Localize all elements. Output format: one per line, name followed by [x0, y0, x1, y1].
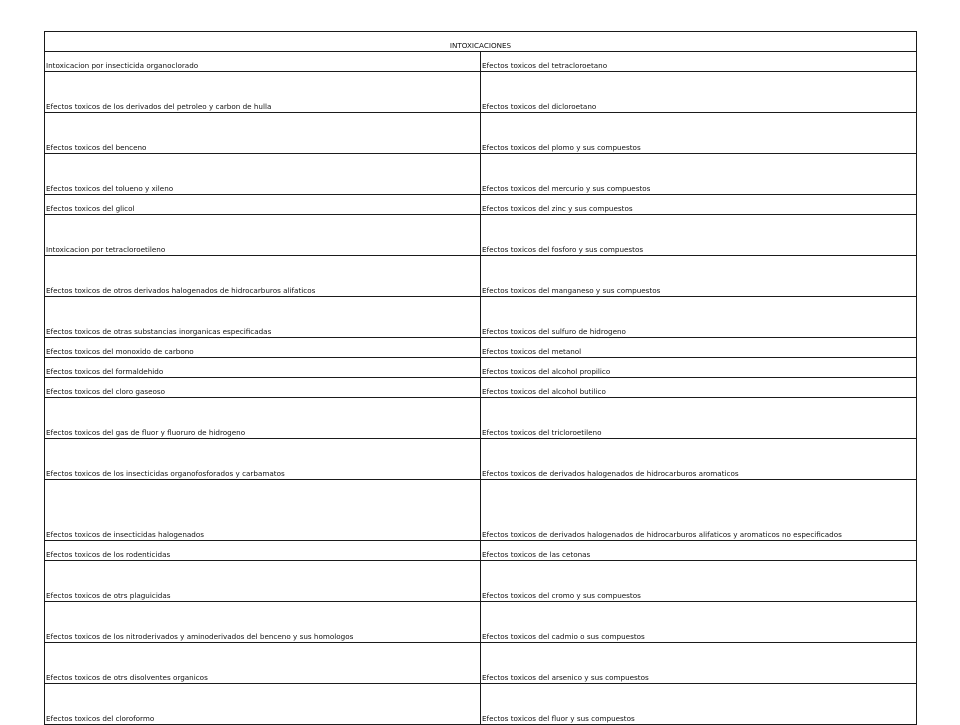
table-row [45, 154, 917, 195]
cell-right: Efectos toxicos del alcohol butilico [481, 378, 917, 398]
cell-right: Efectos toxicos del sulfuro de hidrogeno [481, 297, 917, 338]
cell-left: Intoxicacion por insecticida organoclorado [45, 52, 481, 72]
cell-right: Efectos toxicos del cadmio o sus compuestos [481, 602, 917, 643]
cell-right: Efectos toxicos del fosforo y sus compuestos [481, 215, 917, 256]
cell-left: Efectos toxicos del benceno [45, 113, 481, 154]
cell-left: Efectos toxicos de otras substancias inorganicas especificadas [45, 297, 481, 338]
table-row [45, 541, 917, 561]
table-row [45, 480, 917, 541]
table-row [45, 561, 917, 602]
table-row [45, 378, 917, 398]
table-row [45, 52, 917, 72]
cell-left: Efectos toxicos del glicol [45, 195, 481, 215]
table-row [45, 256, 917, 297]
table-title: INTOXICACIONES [45, 32, 917, 52]
cell-left: Efectos toxicos del cloro gaseoso [45, 378, 481, 398]
table-row [45, 195, 917, 215]
table-row [45, 72, 917, 113]
cell-right: Efectos toxicos de derivados halogenados de hidrocarburos alifaticos y aromaticos no especificados [481, 480, 917, 541]
intoxicaciones-table [44, 31, 917, 725]
table-row [45, 439, 917, 480]
cell-right: Efectos toxicos del fluor y sus compuestos [481, 684, 917, 725]
cell-left: Efectos toxicos del cloroformo [45, 684, 481, 725]
table-row [45, 358, 917, 378]
table-row [45, 684, 917, 725]
cell-left: Efectos toxicos de los nitroderivados y aminoderivados del benceno y sus homologos [45, 602, 481, 643]
cell-right: Efectos toxicos de las cetonas [481, 541, 917, 561]
cell-right: Efectos toxicos del tetracloroetano [481, 52, 917, 72]
cell-right: Efectos toxicos del manganeso y sus compuestos [481, 256, 917, 297]
table-row [45, 113, 917, 154]
cell-right: Efectos toxicos del metanol [481, 338, 917, 358]
cell-left: Efectos toxicos de otrs disolventes organicos [45, 643, 481, 684]
table-row [45, 338, 917, 358]
table-row [45, 297, 917, 338]
cell-right: Efectos toxicos del alcohol propilico [481, 358, 917, 378]
cell-left: Efectos toxicos de otrs plaguicidas [45, 561, 481, 602]
table-row [45, 398, 917, 439]
table-row [45, 215, 917, 256]
cell-left: Efectos toxicos del monoxido de carbono [45, 338, 481, 358]
cell-left: Efectos toxicos del formaldehido [45, 358, 481, 378]
cell-right: Efectos toxicos del plomo y sus compuestos [481, 113, 917, 154]
cell-left: Efectos toxicos del gas de fluor y fluoruro de hidrogeno [45, 398, 481, 439]
cell-right: Efectos toxicos del zinc y sus compuestos [481, 195, 917, 215]
cell-right: Efectos toxicos del tricloroetileno [481, 398, 917, 439]
table-row [45, 643, 917, 684]
cell-left: Efectos toxicos de los derivados del petroleo y carbon de hulla [45, 72, 481, 113]
cell-left: Efectos toxicos de otros derivados halogenados de hidrocarburos alifaticos [45, 256, 481, 297]
table-title-row [45, 32, 917, 52]
cell-left: Efectos toxicos del tolueno y xileno [45, 154, 481, 195]
cell-right: Efectos toxicos del arsenico y sus compuestos [481, 643, 917, 684]
cell-right: Efectos toxicos de derivados halogenados de hidrocarburos aromaticos [481, 439, 917, 480]
cell-left: Efectos toxicos de los rodenticidas [45, 541, 481, 561]
cell-left: Intoxicacion por tetracloroetileno [45, 215, 481, 256]
cell-right: Efectos toxicos del dicloroetano [481, 72, 917, 113]
cell-right: Efectos toxicos del mercurio y sus compuestos [481, 154, 917, 195]
cell-right: Efectos toxicos del cromo y sus compuestos [481, 561, 917, 602]
cell-left: Efectos toxicos de insecticidas halogenados [45, 480, 481, 541]
table-row [45, 602, 917, 643]
table-body [45, 32, 917, 725]
cell-left: Efectos toxicos de los insecticidas organofosforados y carbamatos [45, 439, 481, 480]
